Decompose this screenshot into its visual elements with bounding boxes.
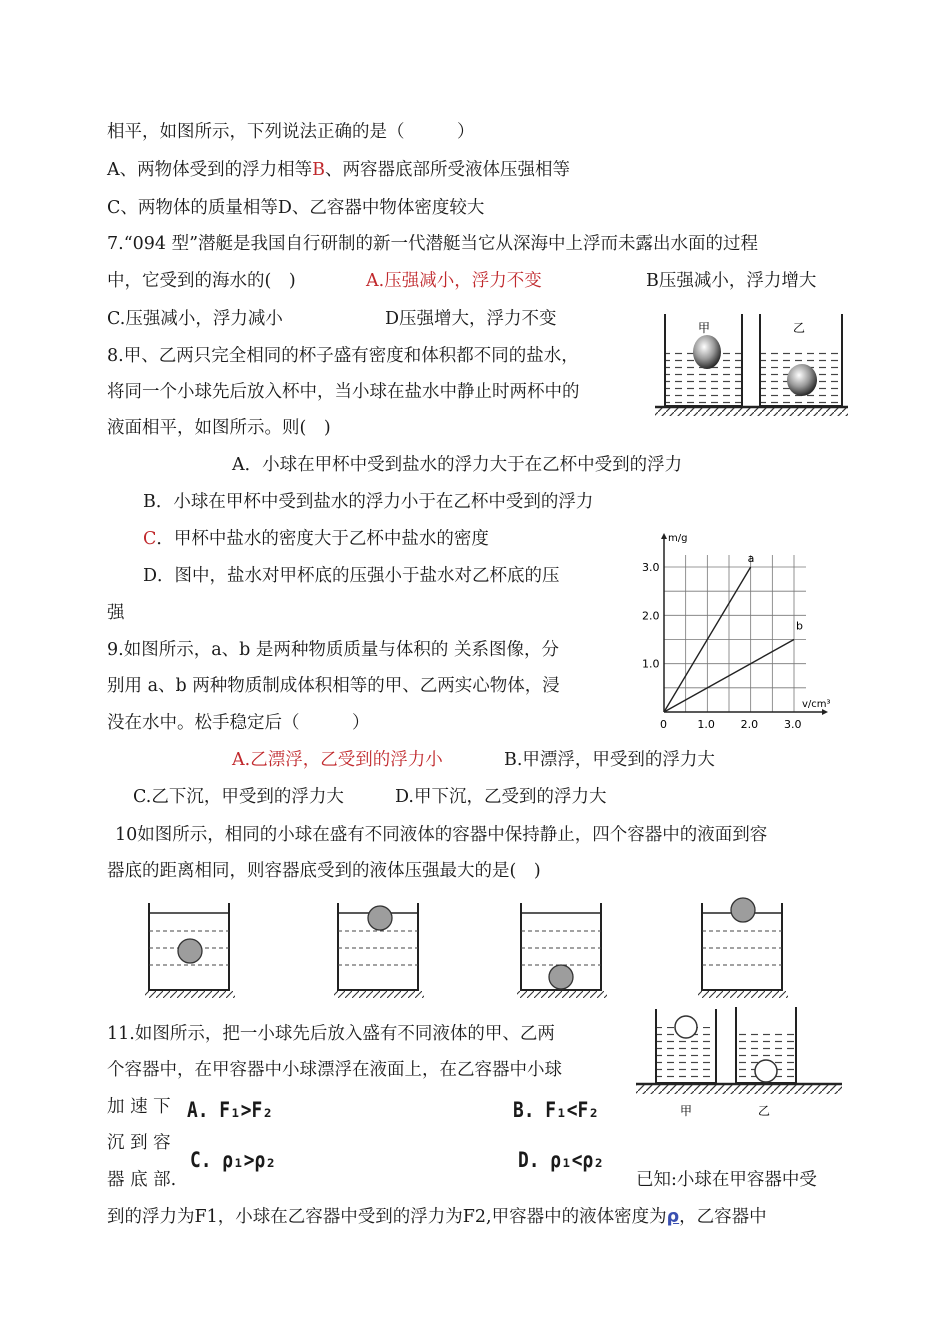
q7-option-c: C.压强减小，浮力减小	[107, 309, 283, 329]
q8-label-jia: 甲	[698, 321, 711, 335]
q6-option-d: D、乙容器中物体密度较大	[277, 198, 485, 218]
q7-option-a: A.压强减小，浮力不变	[366, 271, 542, 291]
q6-option-a-b	[107, 158, 570, 182]
q9-option-c: C.乙下沉，甲受到的浮力大	[133, 787, 344, 807]
q8-option-c	[143, 527, 489, 551]
q10-ball-2	[368, 906, 392, 930]
q6-option-b-letter: B	[312, 160, 326, 180]
q9-stem-line2: 别用 a、b 两种物质制成体积相等的甲、乙两实心物体，浸	[107, 676, 560, 696]
q8-ball-yi	[787, 364, 817, 396]
chart-y-tick-1: 2.0	[642, 609, 660, 623]
q8-option-d-cont: 强	[107, 603, 125, 623]
q10-ball-1	[178, 939, 202, 963]
q8-stem-line2: 将同一个小球先后放入杯中，当小球在盐水中静止时两杯中的	[107, 382, 580, 402]
q8-stem-line1: 8.甲、乙两只完全相同的杯子盛有密度和体积都不同的盐水，	[107, 346, 579, 366]
q11-label-yi: 乙	[758, 1104, 771, 1118]
q8-option-c-text: ．甲杯中盐水的密度大于乙杯中盐水的密度	[156, 529, 489, 549]
q10-stem-line1: 10如图所示，相同的小球在盛有不同液体的容器中保持静止，四个容器中的液面到容	[115, 825, 768, 845]
chart-series-b-label: b	[796, 619, 803, 633]
q11-ball-yi	[755, 1060, 777, 1082]
q8-figure-cups	[650, 308, 850, 418]
q6-option-b: 、两容器底部所受液体压强相等	[325, 160, 571, 180]
q6-option-c-d	[107, 196, 484, 220]
chart-y-label: m/g	[668, 533, 688, 544]
q6-option-c: C、两物体的质量相等	[107, 198, 278, 218]
q11-rho-symbol: ρ	[666, 1207, 680, 1227]
chart-x-label: v/cm³	[802, 699, 831, 710]
q10-container-3	[517, 903, 607, 998]
q11-figure-containers	[630, 1003, 845, 1123]
chart-x-tick-1: 1.0	[697, 718, 715, 731]
q9-mass-volume-chart	[630, 533, 845, 735]
q11-stem-line2: 个容器中，在甲容器中小球漂浮在液面上，在乙容器中小球	[107, 1060, 562, 1080]
q11-stem-line5: 器 底 部.	[107, 1170, 177, 1190]
q11-option-b: B. F₁<F₂	[513, 1098, 599, 1122]
q11-option-d: D. ρ₁<ρ₂	[518, 1148, 604, 1172]
q8-option-b: B．小球在甲杯中受到盐水的浮力小于在乙杯中受到的浮力	[143, 492, 594, 512]
q11-label-jia: 甲	[680, 1104, 693, 1118]
q9-stem-line3: 没在水中。松手稳定后（ ）	[107, 713, 370, 733]
q11-stem-line3: 加 速 下	[107, 1097, 171, 1117]
chart-y-tick-2: 3.0	[642, 561, 660, 574]
q9-option-b: B.甲漂浮，甲受到的浮力大	[504, 750, 715, 770]
chart-series-a-label: a	[747, 552, 755, 565]
q11-ball-jia	[675, 1016, 697, 1038]
chart-x-tick-3: 3.0	[784, 718, 802, 731]
q10-figure-containers	[135, 893, 815, 1003]
q8-ball-jia	[693, 335, 721, 369]
q10-ball-4	[731, 898, 755, 922]
chart-x-tick-0: 0	[660, 718, 667, 731]
q11-stem-line1: 11.如图所示，把一小球先后放入盛有不同液体的甲、乙两	[107, 1024, 555, 1044]
q10-container-1	[145, 903, 235, 998]
q11-stem-line6	[107, 1205, 767, 1229]
chart-y-arrow	[661, 533, 667, 539]
q8-option-c-letter: C	[143, 529, 157, 549]
chart-y-tick-0: 1.0	[642, 657, 660, 671]
q8-label-yi: 乙	[793, 321, 806, 335]
chart-x-tick-2: 2.0	[740, 718, 759, 731]
q9-option-d: D.甲下沉，乙受到的浮力大	[395, 787, 607, 807]
q7-stem-line2: 中，它受到的海水的( )	[107, 271, 296, 291]
q8-stem-line3: 液面相平，如图所示。则( )	[107, 418, 331, 438]
q11-known: 已知:小球在甲容器中受	[636, 1170, 817, 1190]
q6-option-a: A、两物体受到的浮力相等	[107, 160, 313, 180]
q9-option-a: A.乙漂浮，乙受到的浮力小	[232, 750, 443, 770]
q11-option-a: A. F₁>F₂	[187, 1098, 273, 1122]
q11-option-c: C. ρ₁>ρ₂	[190, 1148, 276, 1172]
q8-option-d: D．图中，盐水对甲杯底的压强小于盐水对乙杯底的压	[143, 566, 560, 586]
q7-option-d: D压强增大，浮力不变	[385, 309, 557, 329]
q9-stem-line1: 9.如图所示，a、b 是两种物质质量与体积的 关系图像，分	[107, 640, 559, 660]
q7-stem-line1: 7.“094 型”潜艇是我国自行研制的新一代潜艇当它从深海中上浮而未露出水面的过程	[107, 234, 759, 254]
q6-stem: 相平，如图所示，下列说法正确的是（ ）	[107, 122, 475, 142]
q11-line6-end: ，乙容器中	[679, 1207, 767, 1227]
q10-container-4	[698, 898, 788, 998]
q11-line6-text: 到的浮力为F1，小球在乙容器中受到的浮力为F2,甲容器中的液体密度为	[107, 1207, 667, 1227]
q8-option-a: A．小球在甲杯中受到盐水的浮力大于在乙杯中受到的浮力	[232, 455, 683, 475]
q10-container-2	[334, 903, 424, 998]
q7-option-b: B压强减小，浮力增大	[646, 271, 817, 291]
chart-grid	[664, 555, 806, 712]
q10-stem-line2: 器底的距离相同，则容器底受到的液体压强最大的是( )	[107, 861, 541, 881]
q11-stem-line4: 沉 到 容	[107, 1133, 171, 1153]
q10-ball-3	[549, 965, 573, 989]
